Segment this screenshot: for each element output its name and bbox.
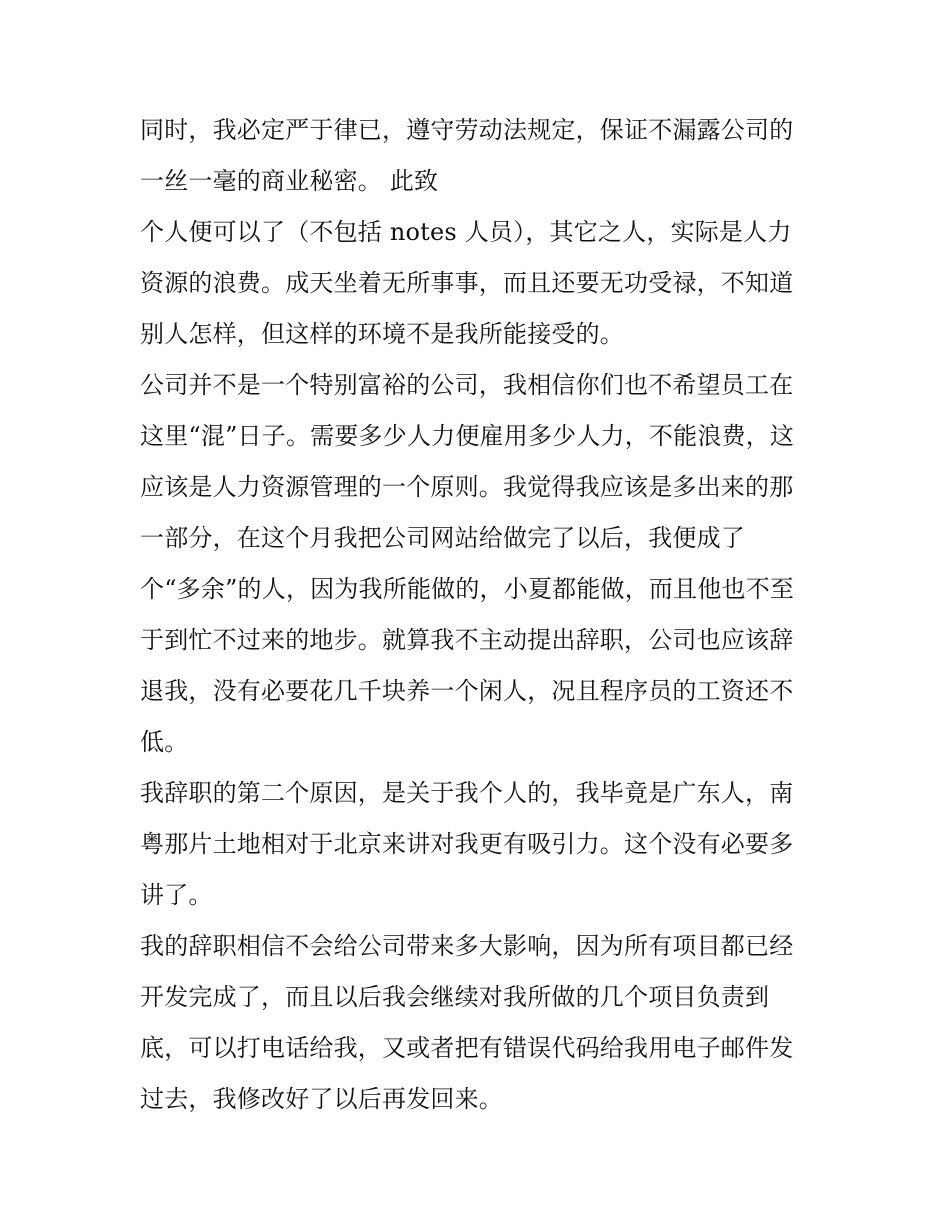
- text-line: 资源的浪费。成天坐着无所事事，而且还要无功受禄，不知道: [140, 269, 794, 297]
- text-line: 退我，没有必要花几千块养一个闲人，况且程序员的工资还不: [140, 677, 794, 705]
- text-line: 讲了。: [140, 881, 213, 909]
- text-line: 粤那片土地相对于北京来讲对我更有吸引力。这个没有必要多: [140, 830, 794, 858]
- text-line: 低。: [140, 728, 189, 756]
- text-line: 过去，我修改好了以后再发回来。: [140, 1085, 503, 1113]
- text-line: 这里“混”日子。需要多少人力便雇用多少人力，不能浪费，这: [140, 422, 795, 450]
- text-line: 公司并不是一个特别富裕的公司，我相信你们也不希望员工在: [140, 371, 794, 399]
- text-line: 一部分，在这个月我把公司网站给做完了以后，我便成了: [140, 524, 745, 552]
- text-line: 我辞职的第二个原因，是关于我个人的，我毕竟是广东人，南: [140, 779, 794, 807]
- text-line: 应该是人力资源管理的一个原则。我觉得我应该是多出来的那: [140, 473, 794, 501]
- text-line: 一丝一毫的商业秘密。 此致: [140, 167, 439, 195]
- text-line: 别人怎样，但这样的环境不是我所能接受的。: [140, 320, 624, 348]
- text-line: 同时，我必定严于律已，遵守劳动法规定，保证不漏露公司的: [140, 116, 794, 144]
- text-line: 个人便可以了（不包括 notes 人员），其它之人，实际是人力: [140, 218, 792, 246]
- text-line: 个“多余”的人，因为我所能做的，小夏都能做，而且他也不至: [140, 575, 795, 603]
- text-line: 开发完成了，而且以后我会继续对我所做的几个项目负责到: [140, 983, 770, 1011]
- text-line: 于到忙不过来的地步。就算我不主动提出辞职，公司也应该辞: [140, 626, 794, 654]
- text-line: 底，可以打电话给我，又或者把有错误代码给我用电子邮件发: [140, 1034, 794, 1062]
- document-body: [140, 105, 815, 1125]
- text-line: 我的辞职相信不会给公司带来多大影响，因为所有项目都已经: [140, 932, 794, 960]
